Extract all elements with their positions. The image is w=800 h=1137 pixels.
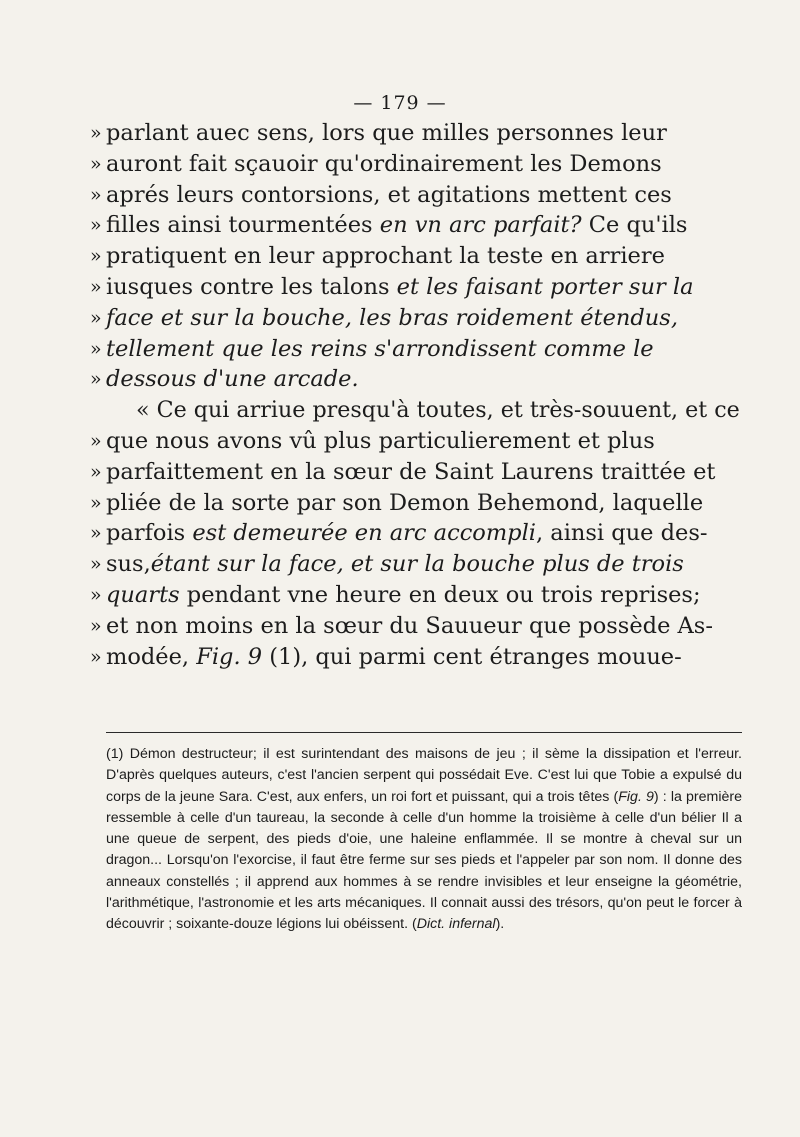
quote-mark: » (90, 122, 102, 144)
text-segment: aprés leurs contorsions, et agitations mettent ces (106, 181, 672, 208)
quote-mark: » (90, 368, 102, 391)
text-segment: auront fait sçauoir qu'ordinairement les Demons (106, 150, 662, 177)
text-line (90, 303, 742, 334)
text-segment: pratiquent en leur approchant la teste en arriere (106, 243, 665, 270)
quote-mark: » (90, 183, 102, 206)
text-line (90, 549, 742, 580)
text-segment: et non moins en la sœur du Sauueur que possède As- (106, 612, 713, 639)
quote-mark: » (90, 245, 102, 268)
quote-mark: » (90, 214, 102, 237)
quote-mark: » (90, 152, 102, 175)
text-segment: Ce qu'ils (581, 212, 688, 239)
quote-mark: » (90, 614, 102, 637)
quote-mark: » (90, 522, 102, 545)
italic-text: est demeurée en arc accompli (192, 520, 536, 547)
footnote-rule (106, 732, 742, 733)
quote-mark: » (90, 553, 102, 576)
text-line (90, 457, 742, 488)
italic-text: et les faisant porter sur la (396, 273, 694, 300)
text-segment: iusques contre les talons (106, 273, 397, 300)
quote-mark: » (90, 275, 102, 298)
text-line (90, 580, 742, 611)
italic-text: Fig. 9 (618, 788, 654, 805)
italic-text: quarts (106, 581, 180, 608)
italic-text: Fig. 9 (196, 643, 263, 670)
text-segment: (1) Démon destructeur; il est surintendant des maisons de jeu ; il sème la dissipation et l'erreur. D'après quelques auteurs, c'est l'ancien serpent qui possédait Eve. C'est lui que Tobie a expulsé du corps de la jeune Sara. C'est, aux enfers, un roi fort et puissant, qui a trois têtes ( (106, 746, 742, 805)
text-segment: , ainsi que des- (535, 520, 708, 547)
quote-mark: » (90, 491, 102, 514)
text-line (90, 611, 742, 642)
footnote (106, 744, 742, 936)
text-segment: parfaittement en la sœur de Saint Laurens traittée et (106, 458, 716, 485)
quote-mark: » (90, 645, 102, 668)
text-segment: « Ce qui arriue presqu'à toutes, et très-souuent, et ce (136, 397, 740, 424)
text-line (90, 272, 742, 303)
text-segment: sus, (106, 551, 151, 578)
text-segment: pendant vne heure en deux ou trois reprises; (179, 581, 701, 608)
italic-text: Dict. infernal (416, 916, 496, 933)
text-line (90, 149, 742, 180)
text-line (90, 488, 742, 519)
text-line (90, 180, 742, 211)
main-text (90, 118, 742, 672)
text-segment: ) : la première ressemble à celle d'un taureau, la seconde à celle d'un homme la troisième à celle d'un bélier Il a une queue de serpent, des pieds d'oie, une haleine enflammée. Il se montre à cheval sur un dragon... Lorsqu'on l'exorcise, il faut être ferme sur ses pieds et l'appeler par son nom. Il donne des anneaux constellés ; il apprend aux hommes à se rendre invisibles et leur enseigne la géométrie, l'arithmétique, l'astronomie et les arts mécaniques. Il connait aussi des trésors, qu'on peut le forcer à découvrir ; soixante-douze légions lui obéissent. ( (106, 788, 743, 933)
text-segment: parlant auec sens, lors que milles personnes leur (106, 120, 667, 146)
text-line (90, 210, 742, 241)
text-line (90, 364, 742, 395)
quote-mark: » (90, 429, 102, 452)
quote-mark: » (90, 583, 102, 606)
text-line (90, 118, 742, 149)
quote-mark: » (90, 306, 102, 329)
italic-text: dessous d'une arcade. (106, 366, 359, 393)
italic-text: en vn arc parfait? (379, 212, 582, 239)
text-line (90, 518, 742, 549)
text-line (106, 395, 742, 426)
text-segment: modée, (106, 643, 197, 670)
page-number: — 179 — (353, 92, 447, 114)
italic-text: face et sur la bouche, les bras roidement étendus, (106, 304, 678, 331)
text-segment: que nous avons vû plus particulierement et plus (106, 427, 655, 454)
italic-text: étant sur la face, et sur la bouche plus de trois (150, 551, 684, 578)
text-segment: filles ainsi tourmentées (106, 212, 380, 239)
text-line (90, 426, 742, 457)
text-segment: parfois (106, 520, 193, 547)
text-segment: ). (495, 916, 505, 933)
italic-text: tellement que les reins s'arrondissent comme le (106, 335, 654, 362)
text-segment: pliée de la sorte par son Demon Behemond, laquelle (106, 489, 704, 516)
text-segment: (1), qui parmi cent étranges mouue- (262, 643, 682, 670)
quote-mark: » (90, 337, 102, 360)
text-line (90, 241, 742, 272)
text-line (90, 642, 742, 673)
quote-mark: » (90, 460, 102, 483)
text-line (90, 334, 742, 365)
